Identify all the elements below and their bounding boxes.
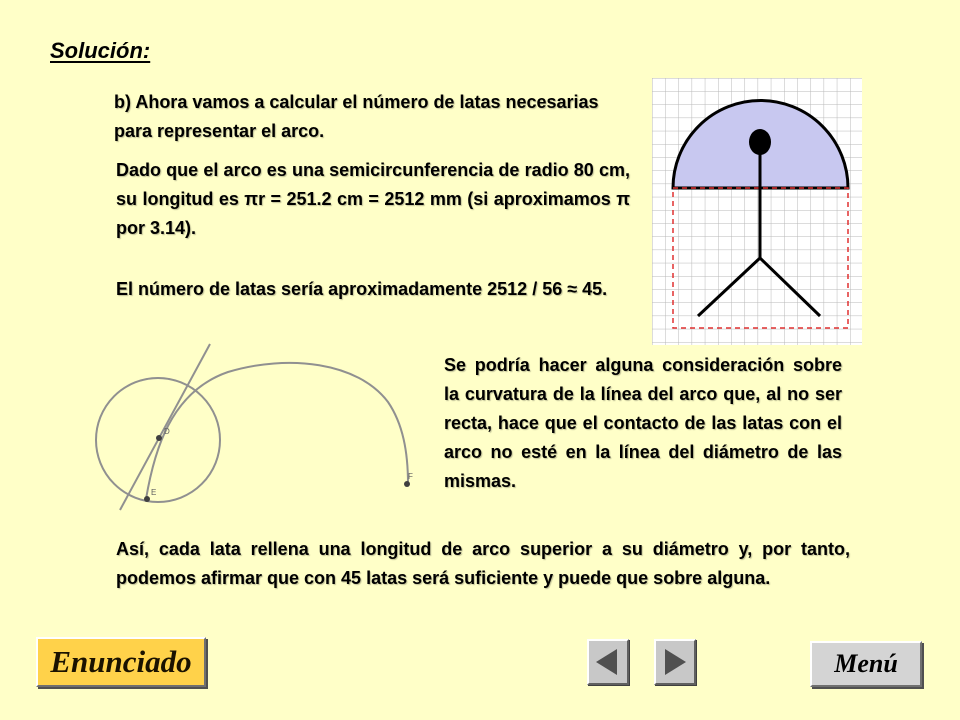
point-label-e: E [151,488,157,497]
point-label-f: F [408,472,413,481]
previous-button[interactable] [587,639,629,685]
solution-title: Solución: [50,38,151,63]
left-triangle-icon [589,641,627,683]
arc-length-paragraph: Dado que el arco es una semicircunferencia de radio 80 cm, su longitud es πr = 251.2 cm = 2512 mm (si aproximamos π por 3.14). [116,160,630,238]
curvature-paragraph: Se podría hacer alguna consideración sobre la curvatura de la línea del arco que, al no ser recta, hace que el contacto de las latas con el arco no esté en la línea del diámetro de las mismas. [444,355,842,491]
can-count-paragraph: El número de latas sería aproximadamente 2512 / 56 ≈ 45. [116,279,608,299]
arc-construction-figure [88,342,428,514]
menu-button[interactable]: Menú [810,641,922,687]
enunciado-button[interactable]: Enunciado [36,637,206,687]
semicircle-figure [652,78,862,345]
right-triangle-icon [656,641,694,683]
point-label-d: D [164,427,170,436]
conclusion-paragraph: Así, cada lata rellena una longitud de arco superior a su diámetro y, por tanto, podemos afirmar que con 45 latas será suficiente y puede que sobre alguna. [116,539,850,588]
next-button[interactable] [654,639,696,685]
intro-paragraph: b) Ahora vamos a calcular el número de latas necesarias para representar el arco. [114,92,599,141]
